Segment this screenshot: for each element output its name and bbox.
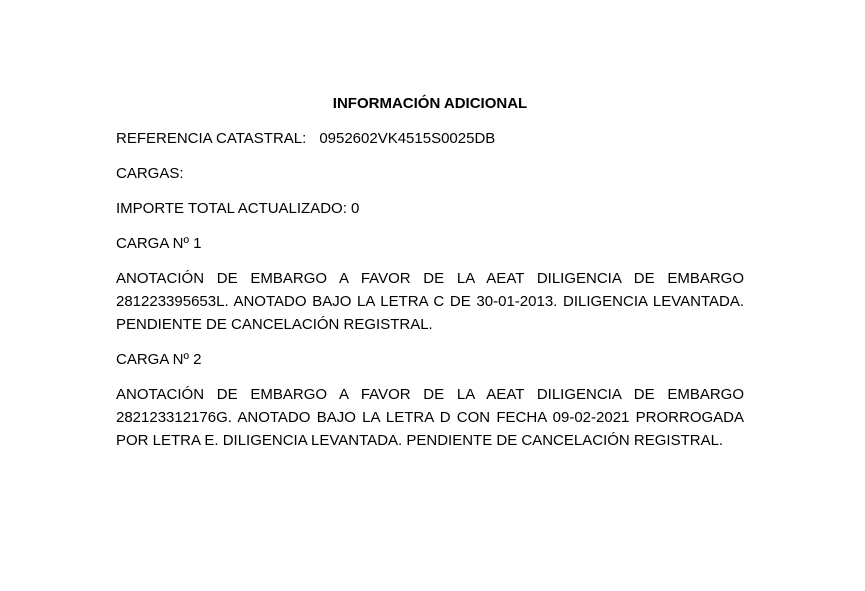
importe-total-line: IMPORTE TOTAL ACTUALIZADO: 0: [116, 200, 360, 217]
cadastral-reference-label: REFERENCIA CATASTRAL:: [116, 130, 307, 147]
cargas-label: CARGAS:: [116, 165, 184, 182]
document-title: INFORMACIÓN ADICIONAL: [332, 95, 528, 112]
cadastral-reference-line: [116, 127, 744, 150]
carga-2-heading: CARGA Nº 2: [116, 351, 202, 368]
carga-2-body: ANOTACIÓN DE EMBARGO A FAVOR DE LA AEAT DILIGENCIA DE EMBARGO 282123312176G. ANOTADO BAJO LA LETRA D CON FECHA 09-02-2021 PRORROGADA POR LETRA E. DILIGENCIA LEVANTADA. PENDIENTE DE CANCELACIÓN REGISTRAL.: [116, 386, 744, 449]
carga-1-body: ANOTACIÓN DE EMBARGO A FAVOR DE LA AEAT DILIGENCIA DE EMBARGO 281223395653L. ANOTADO BAJO LA LETRA C DE 30-01-2013. DILIGENCIA LEVANTADA. PENDIENTE DE CANCELACIÓN REGISTRAL.: [116, 270, 744, 333]
carga-1-heading: CARGA Nº 1: [116, 235, 202, 252]
cadastral-reference-value: 0952602VK4515S0025DB: [319, 130, 496, 147]
